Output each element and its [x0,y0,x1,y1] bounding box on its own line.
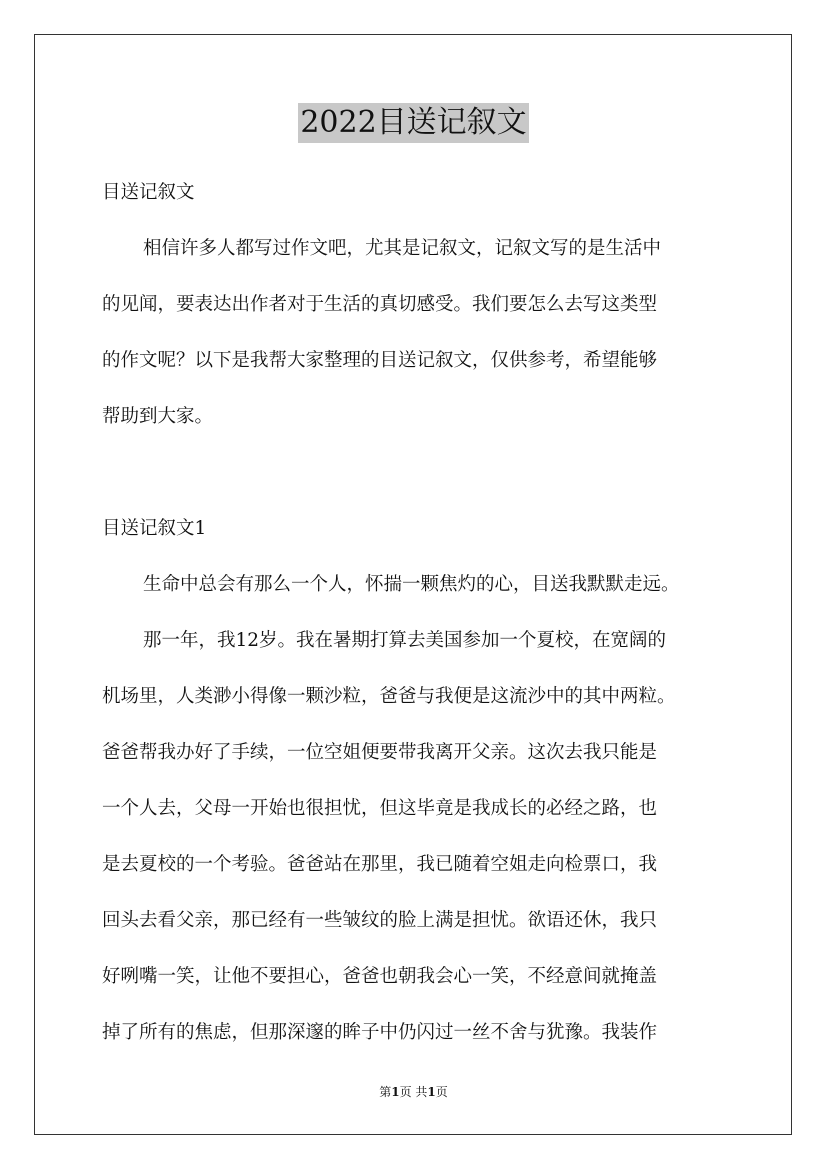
footer-total-pages: 1 [427,1085,436,1099]
text-line: 机场里，人类渺小得像一颗沙粒，爸爸与我便是这流沙中的其中两粒。 [102,686,676,707]
blank-line [102,453,728,509]
document-body [102,173,728,1069]
text-line: 一个人去，父母一开始也很担忧，但这毕竟是我成长的必经之路，也 [102,798,658,819]
text-line: 回头去看父亲，那已经有一些皱纹的脸上满是担忧。欲语还休，我只 [102,910,658,931]
text-line: 相信许多人都写过作文吧，尤其是记叙文，记叙文写的是生活中 [143,238,662,259]
text-line: 的作文呢？以下是我帮大家整理的目送记叙文，仅供参考，希望能够 [102,350,658,371]
footer-page-number: 1 [391,1085,400,1099]
document-title: 2022目送记叙文 [298,103,528,143]
section-heading: 目送记叙文1 [102,518,207,539]
text-line: 帮助到大家。 [102,406,214,427]
footer-suffix: 页 [435,1085,448,1099]
footer-prefix: 第 [379,1085,392,1099]
text-line: 那一年，我12岁。我在暑期打算去美国参加一个夏校，在宽阔的 [143,630,667,651]
footer-mid: 页 共 [399,1085,428,1099]
text-line: 的见闻，要表达出作者对于生活的真切感受。我们要怎么去写这类型 [102,294,658,315]
section-heading: 目送记叙文 [102,182,195,203]
text-line: 好咧嘴一笑，让他不要担心，爸爸也朝我会心一笑，不经意间就掩盖 [102,966,658,987]
text-line: 生命中总会有那么一个人，怀揣一颗焦灼的心，目送我默默走远。 [143,574,680,595]
text-line: 爸爸帮我办好了手续，一位空姐便要带我离开父亲。这次去我只能是 [102,742,658,763]
title-area [0,103,827,143]
text-line: 掉了所有的焦虑，但那深邃的眸子中仍闪过一丝不舍与犹豫。我装作 [102,1022,658,1043]
text-line: 是去夏校的一个考验。爸爸站在那里，我已随着空姐走向检票口，我 [102,854,658,875]
page-footer [0,1083,827,1101]
